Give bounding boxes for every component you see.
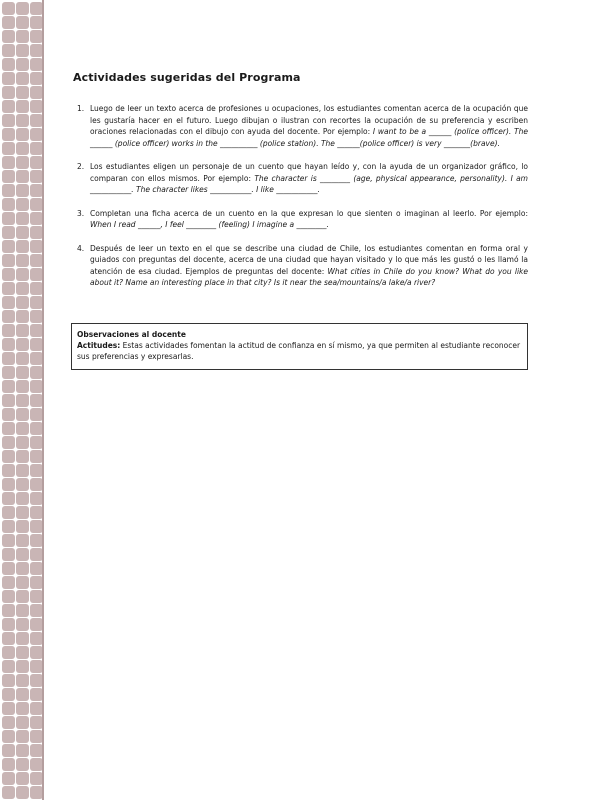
binding-cell <box>2 744 15 757</box>
binding-cell <box>16 632 29 645</box>
binding-cell <box>16 72 29 85</box>
binding-cell <box>2 590 15 603</box>
binding-cell <box>16 590 29 603</box>
binding-cell <box>2 702 15 715</box>
binding-cell <box>2 772 15 785</box>
binding-cell <box>16 58 29 71</box>
binding-cell <box>2 44 15 57</box>
binding-cell <box>2 128 15 141</box>
binding-cell <box>16 394 29 407</box>
binding-cell <box>16 786 29 799</box>
list-item <box>73 161 528 196</box>
binding-cell <box>16 282 29 295</box>
binding-cell <box>16 646 29 659</box>
binding-cell <box>2 16 15 29</box>
binding-cell <box>16 674 29 687</box>
binding-cell <box>16 226 29 239</box>
observations-label: Actitudes: <box>77 341 121 350</box>
binding-cell <box>2 450 15 463</box>
binding-cell <box>2 632 15 645</box>
binding-cell <box>16 352 29 365</box>
binding-cell <box>2 646 15 659</box>
binding-cell <box>2 324 15 337</box>
binding-cell <box>2 366 15 379</box>
binding-cell <box>16 506 29 519</box>
binding-cell <box>2 58 15 71</box>
item-number: 4. <box>77 243 85 253</box>
binding-cell <box>16 380 29 393</box>
binding-cell <box>16 338 29 351</box>
item-example: I want to be a ______ (police officer). The ______ (police officer) works in the __________ (police station). The ______(police officer) is very _______(brave). <box>90 127 528 148</box>
binding-cell <box>2 296 15 309</box>
item-example: What cities in Chile do you know? What do you like about it? Name an interesting place in that city? Is it near the sea/mountains/a lake/a river? <box>90 266 528 287</box>
binding-cell <box>2 86 15 99</box>
binding-cell <box>16 170 29 183</box>
binding-cell <box>16 114 29 127</box>
binding-cell <box>16 772 29 785</box>
binding-cell <box>2 380 15 393</box>
binding-cell <box>16 324 29 337</box>
binding-cell <box>2 282 15 295</box>
binding-cell <box>2 156 15 169</box>
binding-cell <box>2 338 15 351</box>
binding-cell <box>2 254 15 267</box>
binding-cell <box>16 212 29 225</box>
binding-cell <box>2 436 15 449</box>
teacher-observations-box <box>71 323 528 370</box>
binding-cell <box>16 100 29 113</box>
list-item <box>73 208 528 231</box>
binding-cell <box>2 394 15 407</box>
item-text: Completan una ficha acerca de un cuento en la que expresan lo que sienten o imaginan al leerlo. Por ejemplo: <box>90 208 528 218</box>
binding-cell <box>16 184 29 197</box>
observations-text: Estas actividades fomentan la actitud de confianza en sí mismo, ya que permiten al estudiante reconocer sus preferencias y expresarlas. <box>77 341 521 361</box>
binding-cell <box>2 618 15 631</box>
binding-cell <box>16 156 29 169</box>
binding-cell <box>16 660 29 673</box>
binding-cell <box>16 366 29 379</box>
binding-cell <box>16 716 29 729</box>
binding-cell <box>2 2 15 15</box>
binding-cell <box>16 408 29 421</box>
item-example: The character is ________ (age, physical appearance, personality). I am ___________. The character likes ___________. I like ___________. <box>90 173 528 194</box>
list-item <box>73 243 528 289</box>
binding-cell <box>16 618 29 631</box>
binding-cell <box>2 226 15 239</box>
binding-cell <box>16 730 29 743</box>
binding-cell <box>2 184 15 197</box>
binding-cell <box>16 254 29 267</box>
binding-cell <box>16 562 29 575</box>
observations-heading: Observaciones al docente <box>77 330 186 339</box>
binding-cell <box>2 170 15 183</box>
item-text: Luego de leer un texto acerca de profesiones u ocupaciones, los estudiantes comentan acerca de la ocupación que les gustaría hacer en el futuro. Luego dibujan o ilustran con recortes la ocupación de su preferencia y escriben oraciones relacionadas con el dibujo con ayuda del docente. Por ejemplo: <box>90 104 528 136</box>
binding-cell <box>2 660 15 673</box>
binding-cell <box>2 464 15 477</box>
binding-cell <box>2 408 15 421</box>
item-text: Los estudiantes eligen un personaje de un cuento que hayan leído y, con la ayuda de un organizador gráfico, lo comparan con ellos mismos. Por ejemplo: <box>90 162 528 183</box>
binding-cell <box>16 548 29 561</box>
binding-cell <box>16 576 29 589</box>
binding-cell <box>16 534 29 547</box>
binding-cell <box>16 450 29 463</box>
binding-cell <box>2 240 15 253</box>
binding-cell <box>16 422 29 435</box>
binding-cell <box>16 128 29 141</box>
binding-cell <box>16 744 29 757</box>
binding-cell <box>2 142 15 155</box>
binding-cell <box>2 786 15 799</box>
binding-cell <box>16 198 29 211</box>
binding-cell <box>16 310 29 323</box>
binding-cell <box>2 100 15 113</box>
binding-cell <box>2 534 15 547</box>
binding-cell <box>16 86 29 99</box>
binding-cell <box>16 688 29 701</box>
observations-body <box>77 340 522 362</box>
binding-cell <box>2 422 15 435</box>
binding-cell <box>2 198 15 211</box>
item-text: Después de leer un texto en el que se describe una ciudad de Chile, los estudiantes comentan en forma oral y guiados con preguntas del docente, acerca de una ciudad que hayan visitado y lo que más les gustó o les llamó la atención de esa ciudad. Ejemplos de preguntas del docente: <box>90 243 528 276</box>
binding-cell <box>2 548 15 561</box>
binding-cell <box>2 730 15 743</box>
binding-cell <box>16 702 29 715</box>
list-item <box>73 103 528 149</box>
binding-cell <box>2 674 15 687</box>
binding-cell <box>2 268 15 281</box>
binding-cell <box>2 114 15 127</box>
binding-cell <box>16 520 29 533</box>
binding-cell <box>2 716 15 729</box>
binding-cell <box>16 30 29 43</box>
binding-cell <box>16 2 29 15</box>
item-number: 1. <box>77 104 85 113</box>
binding-cell <box>16 492 29 505</box>
binding-cell <box>2 352 15 365</box>
binding-cell <box>2 478 15 491</box>
binding-cell <box>16 478 29 491</box>
binding-rail <box>42 0 44 800</box>
page-title: Actividades sugeridas del Programa <box>73 71 301 84</box>
page-binding-pattern <box>0 0 44 800</box>
binding-cell <box>2 492 15 505</box>
item-number: 2. <box>77 162 85 171</box>
binding-cell <box>2 30 15 43</box>
binding-cell <box>16 142 29 155</box>
binding-cell <box>2 506 15 519</box>
binding-cell <box>2 72 15 85</box>
binding-cell <box>16 44 29 57</box>
binding-cell <box>16 758 29 771</box>
item-number: 3. <box>77 208 85 218</box>
binding-cell <box>16 16 29 29</box>
activity-list <box>73 103 528 301</box>
binding-cell <box>2 688 15 701</box>
binding-cell <box>16 268 29 281</box>
binding-cell <box>2 310 15 323</box>
binding-cell <box>16 464 29 477</box>
binding-cell <box>16 296 29 309</box>
binding-cell <box>2 212 15 225</box>
binding-cell <box>2 604 15 617</box>
binding-cell <box>2 758 15 771</box>
binding-cell <box>16 436 29 449</box>
binding-cell <box>2 562 15 575</box>
binding-cell <box>2 520 15 533</box>
binding-cell <box>2 576 15 589</box>
binding-cell <box>16 240 29 253</box>
item-example: When I read ______, I feel ________ (feeling) I imagine a ________. <box>90 220 329 229</box>
binding-cell <box>16 604 29 617</box>
